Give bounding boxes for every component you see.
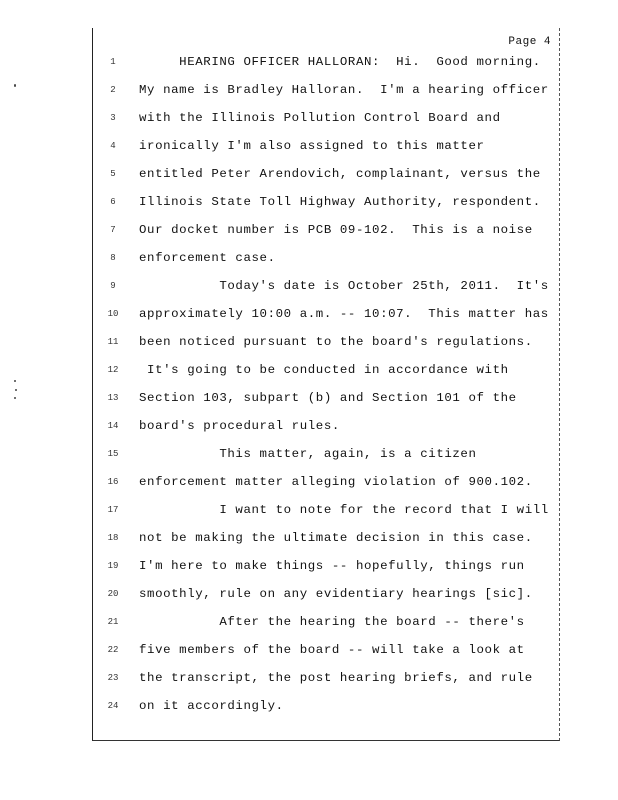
line-number: 2 [110, 85, 116, 95]
transcript-line [93, 636, 559, 664]
line-text: Today's date is October 25th, 2011. It's [139, 279, 549, 293]
line-number: 13 [107, 393, 119, 403]
line-text: the transcript, the post hearing briefs, and rule [139, 671, 533, 685]
line-number: 1 [110, 57, 116, 67]
transcript-line [93, 692, 559, 720]
line-number: 19 [107, 561, 119, 571]
line-number: 14 [107, 421, 119, 431]
transcript-line [93, 356, 559, 384]
line-text: Our docket number is PCB 09-102. This is a noise [139, 223, 533, 237]
page-number: Page 4 [508, 36, 551, 48]
line-number: 8 [110, 253, 116, 263]
transcript-line [93, 216, 559, 244]
line-text: This matter, again, is a citizen [139, 447, 477, 461]
transcript-line [93, 440, 559, 468]
line-text: I want to note for the record that I will [139, 503, 549, 517]
transcript-line [93, 468, 559, 496]
transcript-line [93, 496, 559, 524]
transcript-line [93, 188, 559, 216]
line-number: 7 [110, 225, 116, 235]
line-number: 17 [107, 505, 119, 515]
line-number: 23 [107, 673, 119, 683]
line-text: approximately 10:00 a.m. -- 10:07. This matter has [139, 307, 549, 321]
line-text: I'm here to make things -- hopefully, things run [139, 559, 525, 573]
line-number: 22 [107, 645, 119, 655]
line-number: 15 [107, 449, 119, 459]
transcript-line [93, 48, 559, 76]
transcript-line [93, 160, 559, 188]
line-number: 9 [110, 281, 116, 291]
transcript-line [93, 328, 559, 356]
transcript-line [93, 272, 559, 300]
line-text: Section 103, subpart (b) and Section 101 of the [139, 391, 517, 405]
transcript-line [93, 412, 559, 440]
line-number: 10 [107, 309, 119, 319]
line-number: 3 [110, 113, 116, 123]
line-text: board's procedural rules. [139, 419, 340, 433]
line-text: Illinois State Toll Highway Authority, respondent. [139, 195, 541, 209]
line-number: 5 [110, 169, 116, 179]
transcript-line [93, 664, 559, 692]
line-text: My name is Bradley Halloran. I'm a hearing officer [139, 83, 549, 97]
line-text: not be making the ultimate decision in this case. [139, 531, 533, 545]
scan-speck [14, 380, 16, 382]
line-text: five members of the board -- will take a look at [139, 643, 525, 657]
line-number: 20 [107, 589, 119, 599]
scan-speck [14, 84, 16, 87]
line-text: enforcement case. [139, 251, 276, 265]
transcript-line [93, 76, 559, 104]
line-number: 4 [110, 141, 116, 151]
line-number: 6 [110, 197, 116, 207]
transcript-line [93, 244, 559, 272]
line-text: entitled Peter Arendovich, complainant, versus the [139, 167, 541, 181]
line-text: After the hearing the board -- there's [139, 615, 525, 629]
transcript-line [93, 300, 559, 328]
transcript-line [93, 524, 559, 552]
line-number: 18 [107, 533, 119, 543]
line-text: HEARING OFFICER HALLORAN: Hi. Good morning. [139, 55, 541, 69]
line-text: with the Illinois Pollution Control Board and [139, 111, 501, 125]
transcript-line [93, 608, 559, 636]
line-text: ironically I'm also assigned to this matter [139, 139, 485, 153]
transcript-line [93, 104, 559, 132]
line-text: It's going to be conducted in accordance with [139, 363, 509, 377]
transcript-line [93, 384, 559, 412]
scan-speck [14, 397, 16, 399]
line-text: enforcement matter alleging violation of 900.102. [139, 475, 533, 489]
scan-speck [15, 389, 17, 391]
line-number: 21 [107, 617, 119, 627]
line-number: 11 [107, 337, 119, 347]
transcript-line [93, 552, 559, 580]
transcript-page [92, 28, 560, 741]
transcript-line [93, 132, 559, 160]
line-text: on it accordingly. [139, 699, 284, 713]
line-text: smoothly, rule on any evidentiary hearings [sic]. [139, 587, 533, 601]
line-number: 12 [107, 365, 119, 375]
line-number: 24 [107, 701, 119, 711]
line-text: been noticed pursuant to the board's regulations. [139, 335, 533, 349]
transcript-line [93, 580, 559, 608]
line-number: 16 [107, 477, 119, 487]
